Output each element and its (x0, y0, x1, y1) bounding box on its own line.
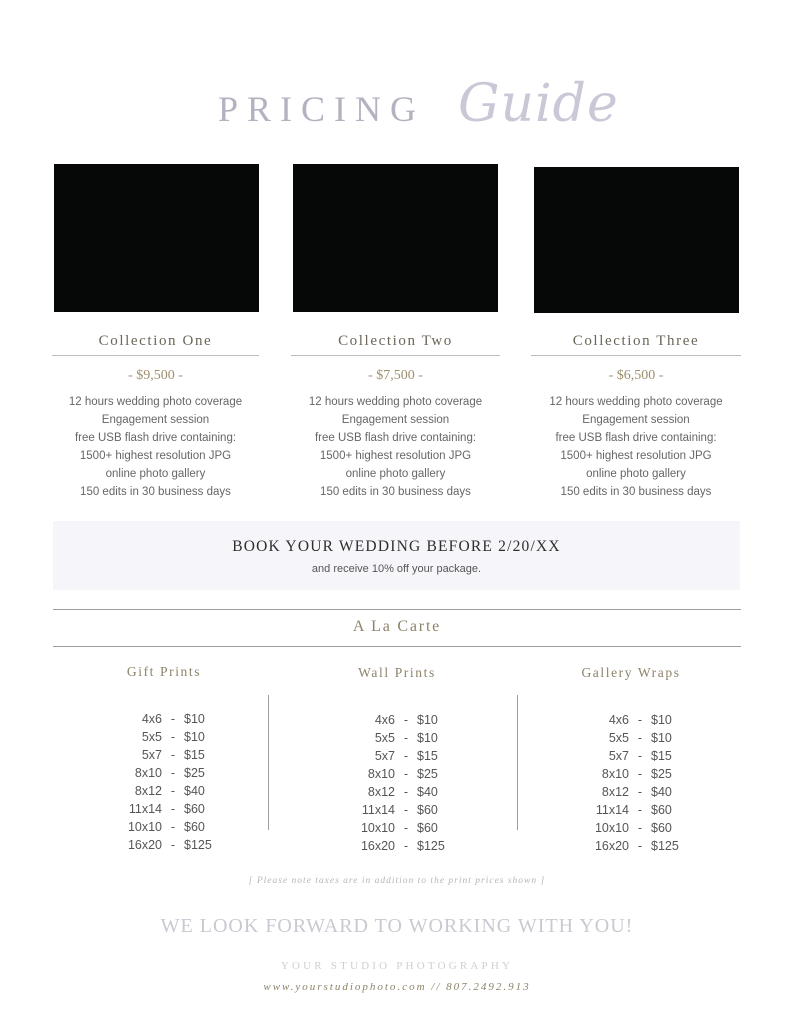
print-price: $10 (184, 712, 205, 726)
feature-item: 150 edits in 30 business days (320, 486, 471, 498)
print-separator: - (637, 839, 643, 853)
print-size: 5x7 (608, 749, 629, 763)
tax-note: [ Please note taxes are in addition to the print prices shown ] (248, 876, 546, 886)
print-row (302, 801, 492, 819)
print-price: $15 (184, 748, 205, 762)
print-row (302, 711, 492, 729)
print-price: $40 (184, 784, 205, 798)
divider-bottom (53, 646, 741, 647)
print-size: 5x7 (374, 749, 395, 763)
print-price: $25 (651, 767, 672, 781)
print-row (536, 801, 726, 819)
print-price: $25 (417, 767, 438, 781)
feature-item: free USB flash drive containing: (314, 432, 477, 444)
title-script: Guide (458, 74, 619, 134)
feature-item: 150 edits in 30 business days (80, 486, 231, 498)
print-price: $125 (417, 839, 445, 853)
print-separator: - (637, 785, 643, 799)
feature-item: Engagement session (341, 414, 450, 426)
feature-item: online photo gallery (345, 468, 446, 480)
print-row (302, 747, 492, 765)
print-price: $60 (651, 803, 672, 817)
print-separator: - (637, 731, 643, 745)
print-size: 8x10 (134, 766, 162, 780)
print-price: $60 (651, 821, 672, 835)
photo-collection-three (534, 167, 739, 313)
studio-name: YOUR STUDIO PHOTOGRAPHY (280, 960, 514, 972)
promo-banner (53, 521, 740, 590)
photo-collection-one (54, 164, 259, 312)
print-row (69, 818, 259, 836)
photo-collection-two (293, 164, 498, 312)
print-price: $125 (651, 839, 679, 853)
page-title (0, 74, 794, 164)
collection-price: - $7,500 - (368, 368, 423, 383)
print-size: 11x14 (361, 803, 395, 817)
closing-message: WE LOOK FORWARD TO WORKING WITH YOU! (160, 915, 634, 937)
feature-item: 12 hours wedding photo coverage (68, 396, 243, 408)
print-row (536, 729, 726, 747)
print-group-title: Gallery Wraps (581, 665, 681, 680)
alacarte-title: A La Carte (352, 618, 442, 635)
collection-features (531, 393, 741, 501)
print-row (69, 782, 259, 800)
promo-subtitle: and receive 10% off your package. (311, 563, 482, 575)
collection-name: Collection Two (291, 333, 500, 356)
print-separator: - (170, 766, 176, 780)
print-size: 10x10 (127, 820, 162, 834)
print-price: $10 (184, 730, 205, 744)
print-size: 4x6 (374, 713, 395, 727)
print-row (302, 837, 492, 855)
print-size: 8x10 (367, 767, 395, 781)
print-price: $10 (417, 731, 438, 745)
print-row (302, 819, 492, 837)
print-row (536, 783, 726, 801)
feature-item: free USB flash drive containing: (555, 432, 717, 444)
print-row (69, 746, 259, 764)
print-size: 4x6 (141, 712, 162, 726)
print-separator: - (403, 821, 409, 835)
collection-features (291, 393, 500, 501)
print-price: $10 (651, 731, 672, 745)
print-group-gift (69, 664, 259, 852)
print-size: 16x20 (127, 838, 162, 852)
print-size: 5x5 (608, 731, 629, 745)
print-separator: - (403, 767, 409, 781)
collection-three (531, 333, 741, 501)
feature-item: free USB flash drive containing: (74, 432, 237, 444)
print-separator: - (637, 713, 643, 727)
print-separator: - (637, 803, 643, 817)
feature-item: 12 hours wedding photo coverage (549, 396, 723, 408)
feature-item: online photo gallery (105, 468, 206, 480)
print-row (69, 728, 259, 746)
print-row (69, 710, 259, 728)
contact-info: www.yourstudiophoto.com // 807.2492.913 (263, 981, 531, 993)
collection-price: - $9,500 - (128, 368, 183, 383)
print-separator: - (170, 784, 176, 798)
print-row (536, 747, 726, 765)
print-price: $40 (417, 785, 438, 799)
feature-item: online photo gallery (586, 468, 686, 480)
print-list (302, 711, 492, 855)
collection-name: Collection One (52, 333, 259, 356)
title-main: PRICING (218, 89, 426, 129)
print-separator: - (403, 839, 409, 853)
print-price: $60 (417, 821, 438, 835)
print-size: 11x14 (128, 802, 162, 816)
print-separator: - (637, 767, 643, 781)
promo-title: BOOK YOUR WEDDING BEFORE 2/20/XX (232, 538, 561, 555)
print-size: 5x5 (374, 731, 395, 745)
print-group-title: Gift Prints (126, 664, 202, 679)
print-separator: - (170, 730, 176, 744)
print-size: 5x5 (141, 730, 162, 744)
print-price: $15 (651, 749, 672, 763)
print-size: 10x10 (360, 821, 395, 835)
print-separator: - (403, 749, 409, 763)
print-separator: - (170, 802, 176, 816)
print-list (536, 711, 726, 855)
print-row (536, 765, 726, 783)
print-size: 4x6 (608, 713, 629, 727)
collection-features (52, 393, 259, 501)
print-separator: - (170, 838, 176, 852)
column-divider (517, 695, 518, 830)
print-price: $10 (651, 713, 672, 727)
print-group-title: Wall Prints (358, 665, 436, 680)
print-price: $15 (417, 749, 438, 763)
print-row (302, 783, 492, 801)
print-size: 16x20 (360, 839, 395, 853)
print-size: 16x20 (594, 839, 629, 853)
divider-top (53, 609, 741, 610)
print-size: 8x12 (134, 784, 162, 798)
print-separator: - (637, 821, 643, 835)
print-row (536, 819, 726, 837)
feature-item: 1500+ highest resolution JPG (79, 450, 232, 462)
print-price: $10 (417, 713, 438, 727)
print-size: 8x12 (367, 785, 395, 799)
print-separator: - (403, 713, 409, 727)
print-size: 8x12 (601, 785, 629, 799)
print-separator: - (170, 748, 176, 762)
print-separator: - (170, 820, 176, 834)
print-group-wall (302, 665, 492, 853)
feature-item: 12 hours wedding photo coverage (308, 396, 483, 408)
feature-item: Engagement session (582, 414, 690, 426)
print-row (302, 729, 492, 747)
print-group-gallery-wraps (536, 665, 726, 853)
print-price: $60 (184, 802, 205, 816)
print-row (69, 836, 259, 854)
collection-one (52, 333, 259, 501)
print-row (302, 765, 492, 783)
collection-name: Collection Three (531, 333, 741, 356)
print-row (536, 837, 726, 855)
print-price: $60 (417, 803, 438, 817)
feature-item: 150 edits in 30 business days (560, 486, 712, 498)
collection-price: - $6,500 - (608, 368, 664, 383)
print-separator: - (637, 749, 643, 763)
print-row (536, 711, 726, 729)
print-price: $40 (651, 785, 672, 799)
print-separator: - (170, 712, 176, 726)
feature-item: 1500+ highest resolution JPG (560, 450, 712, 462)
print-size: 10x10 (594, 821, 629, 835)
print-price: $25 (184, 766, 205, 780)
collection-two (291, 333, 500, 501)
print-size: 8x10 (601, 767, 629, 781)
print-row (69, 800, 259, 818)
column-divider (268, 695, 269, 830)
feature-item: 1500+ highest resolution JPG (319, 450, 472, 462)
feature-item: Engagement session (101, 414, 210, 426)
print-price: $125 (184, 838, 212, 852)
print-row (69, 764, 259, 782)
print-separator: - (403, 731, 409, 745)
print-size: 11x14 (595, 803, 629, 817)
print-separator: - (403, 803, 409, 817)
print-size: 5x7 (141, 748, 162, 762)
print-price: $60 (184, 820, 205, 834)
print-separator: - (403, 785, 409, 799)
print-list (69, 710, 259, 854)
